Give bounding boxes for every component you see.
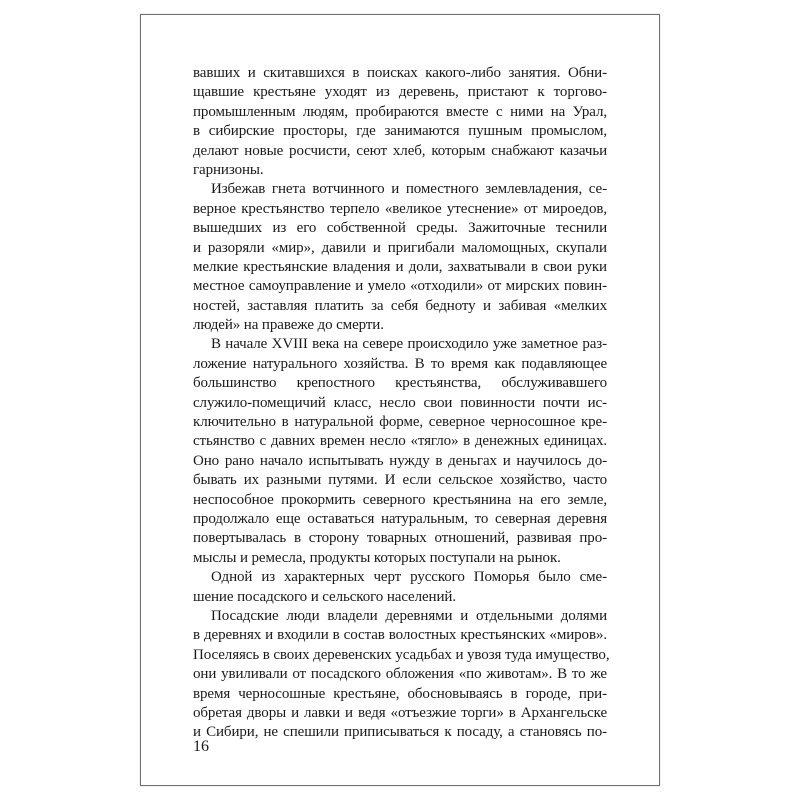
text-line: Поселяясь в своих деревенских усадьбах и увозя туда имущество, <box>193 646 610 663</box>
text-line: неспособное прокормить северного крестьянина на его земле, <box>193 491 607 508</box>
text-line: шение посадского и сельского населений. <box>193 588 456 605</box>
text-line: служило-помещичий класс, несло свои повинности почти ис- <box>193 394 607 411</box>
text-line: гарнизоны. <box>193 161 264 178</box>
text-line: мыслы и ремесла, продукты которых поступали на рынок. <box>193 549 561 566</box>
text-line: местное самоуправление и умело «отходили» от мирских повин- <box>193 278 607 295</box>
text-line: щавшие крестьяне уходят из деревень, пристают к торгово- <box>193 84 607 101</box>
text-line: и разоряли «мир», давили и пригибали маломощных, скупали <box>193 239 607 256</box>
text-line: вышедших из его собственной среды. Зажиточные теснили <box>193 220 607 237</box>
text-line: стьянство с давних времен несло «тягло» в денежных единицах. <box>193 433 607 450</box>
text-line: обретая дворы и лавки и ведя «отъезжие торги» в Архангельске <box>193 704 607 721</box>
text-line: продолжало еще оставаться натуральным, то северная деревня <box>193 510 607 527</box>
text-line: ностей, заставляя платить за себя бедноту и забивая «мелких <box>193 297 607 314</box>
page-text <box>193 64 610 743</box>
text-line: в сибирские просторы, где занимаются пушным промыслом, <box>193 123 607 140</box>
text-line: людей» на правеже до смерти. <box>193 317 384 334</box>
text-line: промышленным людям, пробираются вместе с ними на Урал, <box>193 103 607 120</box>
text-line: верное крестьянство терпело «великое утеснение» от мироедов, <box>193 200 607 217</box>
text-line: Одной из характерных черт русского Поморья было сме- <box>211 569 607 586</box>
text-line: и Сибири, не спешили приписываться к посаду, а становясь по- <box>193 724 607 741</box>
text-line: делают новые росчисти, сеют хлеб, которым снабжают казачьи <box>193 142 607 159</box>
text-line: Избежав гнета вотчинного и поместного землевладения, се- <box>211 181 607 198</box>
text-line: повертывалась в сторону товарных отношений, развивая про- <box>193 530 607 547</box>
text-line: мелкие крестьянские владения и доли, захватывали в свои руки <box>193 258 607 275</box>
text-line: большинство крепостного крестьянства, обслуживавшего <box>193 375 607 392</box>
text-line: Посадские люди владели деревнями и отдельными долями <box>211 607 607 624</box>
text-line: они увиливали от посадского обложения «по животам». В то же <box>193 666 607 683</box>
text-line: ложение натурального хозяйства. В то время как подавляющее <box>193 355 607 372</box>
text-line: время черносошные крестьяне, обосновываясь в городе, при- <box>193 685 607 702</box>
text-line: вавших и скитавшихся в поисках какого-либо занятия. Обни- <box>193 65 607 81</box>
page-number: 16 <box>193 738 209 755</box>
text-line: ключительно в натуральной форме, северное черносошное кре- <box>193 414 607 431</box>
text-line: бывать их разными путями. И если сельское хозяйство, часто <box>193 472 607 489</box>
text-line: в деревнях и входили в состав волостных крестьянских «миров». <box>193 627 607 644</box>
text-line: Оно рано начало испытывать нужду в деньгах и научилось до- <box>193 452 607 469</box>
text-line: В начале XVIII века на севере происходило уже заметное раз- <box>211 336 607 353</box>
